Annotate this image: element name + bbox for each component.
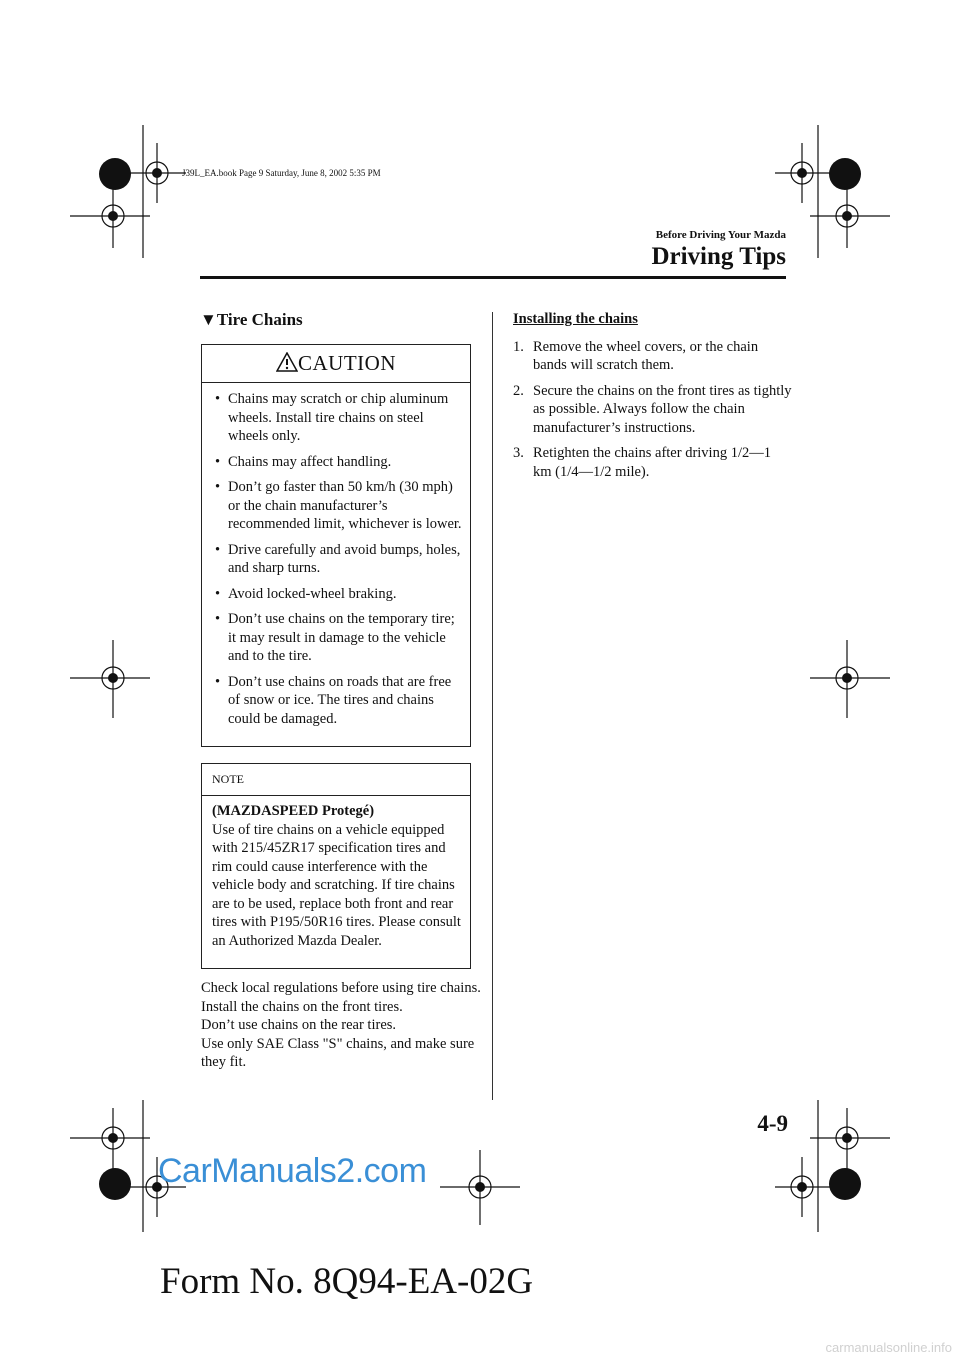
caution-item: • Don’t use chains on the temporary tire; it may result in damage to the vehicle and to the tire.	[228, 610, 462, 666]
caution-box	[201, 344, 471, 747]
installing-subheading: Installing the chains	[513, 311, 638, 327]
step-number: 3.	[513, 445, 524, 461]
caution-heading-text: CAUTION	[298, 351, 396, 375]
caution-item: • Avoid locked-wheel braking.	[228, 585, 462, 604]
left-paragraphs	[201, 979, 491, 1072]
step-text: Secure the chains on the front tires as tightly as possible. Always follow the chain manufacturer’s instructions.	[533, 382, 792, 436]
step-number: 2.	[513, 382, 524, 399]
book-info: J39L_EA.book Page 9 Saturday, June 8, 2002 5:35 PM	[182, 168, 381, 178]
page-title: Driving Tips	[651, 243, 786, 270]
site-watermark: carmanualsonline.info	[825, 1340, 952, 1355]
note-subtitle: (MAZDASPEED Protegé)	[212, 803, 375, 819]
section-title-text: Tire Chains	[216, 310, 303, 329]
step-number: 1.	[513, 338, 524, 355]
caution-item: • Chains may affect handling.	[228, 453, 462, 472]
column-divider	[492, 312, 493, 1100]
paragraph: Don’t use chains on the rear tires.	[201, 1017, 397, 1033]
note-body	[202, 796, 470, 950]
header-section: Before Driving Your Mazda	[655, 229, 786, 241]
paragraph: Check local regulations before using tire chains.	[201, 980, 481, 996]
right-column	[513, 310, 793, 488]
step-item	[513, 338, 793, 375]
triangle-down-icon: ▼	[200, 310, 217, 329]
note-box	[201, 763, 471, 969]
step-text: Retighten the chains after driving 1/2—1 km (1/4—1/2 mile).	[533, 445, 771, 480]
caution-item: • Don’t use chains on roads that are free of snow or ice. The tires and chains could be damaged.	[228, 673, 462, 729]
step-text: Remove the wheel covers, or the chain bands will scratch them.	[533, 338, 759, 373]
caution-heading	[202, 345, 470, 383]
form-number: Form No. 8Q94-EA-02G	[160, 1261, 534, 1302]
warning-icon	[276, 352, 298, 372]
watermark-logo: CarManuals2.com	[158, 1152, 427, 1190]
paragraph: Install the chains on the front tires.	[201, 998, 403, 1015]
note-heading: NOTE	[202, 764, 470, 796]
note-text: Use of tire chains on a vehicle equipped with 215/45ZR17 specification tires and rim could cause interference with the vehicle body and scratching. If tire chains are to be used, replace both front and rear tires with P195/50R16 tires. Please consult an Authorized Mazda Dealer.	[212, 821, 461, 949]
paragraph: Use only SAE Class "S" chains, and make sure they fit.	[201, 1035, 475, 1070]
section-title	[200, 310, 303, 330]
steps-list	[513, 338, 793, 482]
page-number: 4-9	[757, 1111, 788, 1136]
caution-list	[202, 383, 470, 728]
step-item	[513, 382, 793, 438]
caution-item: • Chains may scratch or chip aluminum wheels. Install tire chains on steel wheels only.	[228, 390, 462, 446]
header-rule	[200, 276, 786, 279]
step-item	[513, 444, 793, 481]
caution-item: • Don’t go faster than 50 km/h (30 mph) or the chain manufacturer’s recommended limit, whichever is lower.	[228, 478, 462, 534]
caution-item: • Drive carefully and avoid bumps, holes, and sharp turns.	[228, 541, 462, 578]
